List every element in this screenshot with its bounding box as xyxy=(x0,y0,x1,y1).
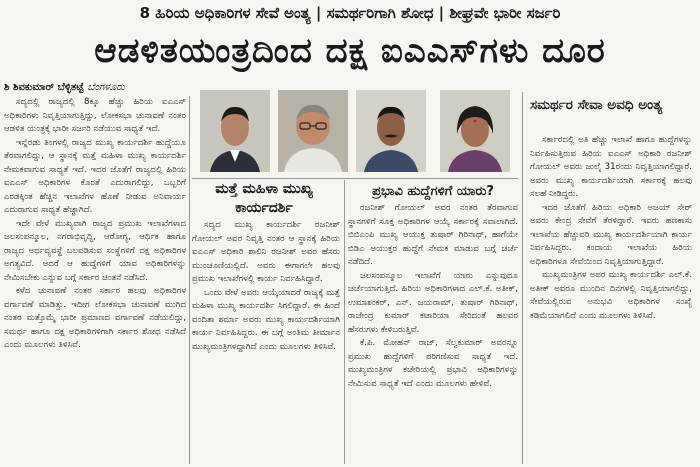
portrait-photo xyxy=(440,90,510,172)
column-rule xyxy=(344,180,345,464)
column-3-paragraph: ಕೆ.ಪಿ. ಮೋಹನ್ ರಾಜ್, ಸೆಲ್ವಕುಮಾರ್ ಅವರನ್ನೂ ಪ್ರಮುಖ ಹುದ್ದೆಗಳಿಗೆ ಪರಿಗಣಿಸುವ ಸಾಧ್ಯತೆ ಇದೆ. ಮುಖ್ಯಮಂತ್ರಿಗಳ ಕಚೇರಿಯಲ್ಲಿ ಪ್ರಭಾವಿ ಅಧಿಕಾರಿಗಳನ್ನು ನೇಮಿಸುವ ಸಾಧ್ಯತೆ ಇದೆ ಎಂದು ಮೂಲಗಳು ಹೇಳಿವೆ. xyxy=(348,338,518,389)
column-3-title: ಪ್ರಭಾವಿ ಹುದ್ದೆಗಳಿಗೆ ಯಾರು? xyxy=(372,184,494,199)
column-1-paragraph: ಕಳೆದ ಚುನಾವಣೆ ನಂತರ ಸರ್ಕಾರ ಹಲವು ಅಧಿಕಾರಿಗಳ ವರ್ಗಾವಣೆ ಮಾಡಿತ್ತು. ಇದೀಗ ಲೋಕಸಭಾ ಚುನಾವಣೆ ಮುಗಿದ ನಂತರ ಮತ್ತೊಮ್ಮೆ ಭಾರೀ ಪ್ರಮಾಣದ ವರ್ಗಾವಣೆ ನಡೆಯಲಿದ್ದು, ಸಮರ್ಥ ಹಾಗೂ ದಕ್ಷ ಅಧಿಕಾರಿಗಳಿಗಾಗಿ ಸರ್ಕಾರ ಶೋಧ ನಡೆಸಿದೆ ಎಂದು ಮೂಲಗಳು ತಿಳಿಸಿವೆ. xyxy=(4,286,186,350)
column-4-paragraph: ಸರ್ಕಾರದಲ್ಲಿ ಅತಿ ಹೆಚ್ಚು ಇಲಾಖೆ ಹಾಗೂ ಹುದ್ದೆಗಳನ್ನು ನಿರ್ವಹಿಸುತ್ತಿರುವ ಹಿರಿಯ ಐಎಎಸ್ ಅಧಿಕಾರಿ ರಜನೀಶ್ ಗೋಯಲ್ ಅವರು ಜುಲೈ 31ರಂದು ನಿವೃತ್ತಿಯಾಗಲಿದ್ದಾರೆ. ಅವರು ಮುಖ್ಯ ಕಾರ್ಯದರ್ಶಿಯಾಗಿ ಸರ್ಕಾರಕ್ಕೆ ಹಲವು ಸಲಹೆ ನೀಡಿದ್ದರು. xyxy=(530,135,692,199)
portrait-man-smiling xyxy=(200,90,270,172)
column-4-paragraph: ಇದರ ಜೊತೆಗೆ ಹಿರಿಯ ಅಧಿಕಾರಿ ಅಜಯ್ ಸೇಠ್ ಅವರು ಕೇಂದ್ರ ಸೇವೆಗೆ ತೆರಳಿದ್ದಾರೆ. ಇವರು ಹಣಕಾಸು ಇಲಾಖೆಯ ಹೆಚ್ಚುವರಿ ಮುಖ್ಯ ಕಾರ್ಯದರ್ಶಿಯಾಗಿ ಕಾರ್ಯ ನಿರ್ವಹಿಸಿದ್ದರು. ಕಂದಾಯ ಇಲಾಖೆಯ ಹಿರಿಯ ಅಧಿಕಾರಿಗಳೂ ಸೇವೆಯಿಂದ ನಿವೃತ್ತಿಯಾಗುತ್ತಿದ್ದಾರೆ. xyxy=(530,202,692,267)
column-1-paragraph: ಇನ್ನೆರಡು ತಿಂಗಳಲ್ಲಿ ರಾಜ್ಯದ ಮುಖ್ಯ ಕಾರ್ಯದರ್ಶಿ ಹುದ್ದೆಯೂ ತೆರವಾಗಲಿದ್ದು, ಆ ಸ್ಥಾನಕ್ಕೆ ಮತ್ತೆ ಮಹಿಳಾ ಮುಖ್ಯ ಕಾರ್ಯದರ್ಶಿ ನೇಮಕವಾಗುವ ಸಾಧ್ಯತೆ ಇದೆ. ಇದರ ಜೊತೆಗೆ ರಾಜ್ಯದಲ್ಲಿ ಹಿರಿಯ ಐಎಎಸ್ ಅಧಿಕಾರಿಗಳ ಕೊರತೆ ಎದುರಾಗಲಿದ್ದು, ಒಬ್ಬರಿಗೆ ಎರಡಕ್ಕಿಂತ ಹೆಚ್ಚಿನ ಇಲಾಖೆಗಳ ಹೊಣೆ ನೀಡುವ ಅನಿವಾರ್ಯ ಎದುರಾಗುವ ಸಾಧ್ಯತೆ ಹೆಚ್ಚಾಗಿದೆ. xyxy=(4,137,186,215)
portrait-man-glasses xyxy=(278,90,348,172)
column-2-title: ಮತ್ತೆ ಮಹಿಳಾ ಮುಖ್ಯ ಕಾರ್ಯದರ್ಶಿ xyxy=(215,181,313,216)
photo-rule xyxy=(192,178,518,179)
portrait-photo xyxy=(356,90,426,172)
photo-strip xyxy=(200,90,512,176)
column-3-paragraph: ರಜನೀಶ್ ಗೋಯಲ್ ಅವರ ನಂತರ ತೆರವಾಗುವ ಸ್ಥಾನಗಳಿಗೆ ಸೂಕ್ತ ಅಧಿಕಾರಿಗಳ ಆಯ್ಕೆ ಸರ್ಕಾರಕ್ಕೆ ಸವಾಲಾಗಿದೆ. ಬಿಬಿಎಂಪಿ ಮುಖ್ಯ ಆಯುಕ್ತ ತುಷಾರ್ ಗಿರಿನಾಥ್, ಹಾಗೆಯೇ ಬಿಡಿಎ ಆಯುಕ್ತರ ಹುದ್ದೆಗೆ ನೇಮಕ ಮಾಡುವ ಬಗ್ಗೆ ಚರ್ಚೆ ನಡೆದಿದೆ. xyxy=(348,203,518,267)
byline-place: ಬೆಂಗಳೂರು xyxy=(87,82,125,93)
column-2-paragraph: ಒಂದು ವೇಳೆ ಅವರು ಆಯ್ಕೆಯಾದರೆ ರಾಜ್ಯಕ್ಕೆ ಮತ್ತೆ ಮಹಿಳಾ ಮುಖ್ಯ ಕಾರ್ಯದರ್ಶಿ ಸಿಗಲಿದ್ದಾರೆ. ಈ ಹಿಂದೆ ವಂದಿತಾ ಶರ್ಮಾ ಅವರು ಮುಖ್ಯ ಕಾರ್ಯದರ್ಶಿಯಾಗಿ ಕಾರ್ಯ ನಿರ್ವಹಿಸಿದ್ದರು. ಈ ಬಗ್ಗೆ ಅಂತಿಮ ತೀರ್ಮಾನ ಮುಖ್ಯಮಂತ್ರಿಗಳದ್ದಾಗಿದೆ ಎಂದು ಮೂಲಗಳು ತಿಳಿಸಿವೆ. xyxy=(192,287,340,352)
column-2 xyxy=(192,219,340,464)
byline-author: ಶಿ ಶಿವಕುಮಾರ್ ಬೆಳ್ಳಿತಟ್ಟೆ xyxy=(4,82,84,93)
column-4 xyxy=(530,134,692,464)
column-rule xyxy=(189,96,190,464)
portrait-photo xyxy=(200,90,270,172)
column-3 xyxy=(348,202,518,464)
portrait-woman xyxy=(440,90,510,172)
column-2-paragraph: ಸದ್ಯದ ಮುಖ್ಯ ಕಾರ್ಯದರ್ಶಿ ರಜನೀಶ್ ಗೋಯಲ್ ಅವರ ನಿವೃತ್ತಿ ನಂತರ ಆ ಸ್ಥಾನಕ್ಕೆ ಹಿರಿಯ ಐಎಎಸ್ ಅಧಿಕಾರಿ ಶಾಲಿನಿ ರಜನೀಶ್ ಅವರ ಹೆಸರು ಮುಂಚೂಣಿಯಲ್ಲಿದೆ. ಅವರು ಈಗಾಗಲೇ ಹಲವು ಪ್ರಮುಖ ಇಲಾಖೆಗಳಲ್ಲಿ ಕಾರ್ಯ ನಿರ್ವಹಿಸಿದ್ದಾರೆ. xyxy=(192,220,340,284)
headline: ಆಡಳಿತಯಂತ್ರದಿಂದ ದಕ್ಷ ಐಎಎಸ್‌ಗಳು ದೂರ xyxy=(94,31,606,71)
column-1-paragraph: ಸದ್ಯದಲ್ಲಿ ರಾಜ್ಯದಲ್ಲಿ 8ಕ್ಕೂ ಹೆಚ್ಚು ಹಿರಿಯ ಐಎಎಸ್ ಅಧಿಕಾರಿಗಳು ನಿವೃತ್ತಿಯಾಗುತ್ತಿದ್ದು, ಲೋಕಸಭಾ ಚುನಾವಣೆ ನಂತರ ಆಡಳಿತ ಯಂತ್ರಕ್ಕೆ ಭಾರೀ ಸರ್ಜರಿ ನಡೆಯುವ ಸಾಧ್ಯತೆ ಇದೆ. xyxy=(4,97,186,134)
column-3-paragraph: ಜಲಸಂಪನ್ಮೂಲ ಇಲಾಖೆಗೆ ಯಾರು ಎನ್ನುವುದೂ ಚರ್ಚೆಯಾಗುತ್ತಿದೆ. ಹಿರಿಯ ಅಧಿಕಾರಿಗಳಾದ ಎಲ್.ಕೆ. ಅತೀಕ್, ಉಮಾಶಂಕರ್, ಎನ್. ಜಯರಾಮ್, ತುಷಾರ್ ಗಿರಿನಾಥ್, ರಾಜೇಂದ್ರ ಕುಮಾರ್ ಕಟಾರಿಯಾ ಸೇರಿದಂತೆ ಹಲವರ ಹೆಸರುಗಳು ಕೇಳಿಬರುತ್ತಿವೆ. xyxy=(348,270,518,335)
portrait-man-moustache xyxy=(356,90,426,172)
byline xyxy=(4,82,125,93)
kicker: 8 ಹಿರಿಯ ಅಧಿಕಾರಿಗಳ ಸೇವೆ ಅಂತ್ಯ | ಸಮರ್ಥರಿಗಾಗಿ ಶೋಧ | ಶೀಘ್ರವೇ ಭಾರೀ ಸರ್ಜರಿ xyxy=(139,4,561,22)
portrait-photo xyxy=(278,90,348,172)
column-rule xyxy=(522,92,523,464)
column-4-paragraph: ಮುಖ್ಯಮಂತ್ರಿಗಳ ಅಪರ ಮುಖ್ಯ ಕಾರ್ಯದರ್ಶಿ ಎಲ್.ಕೆ. ಅತೀಕ್ ಅವರೂ ಮುಂದಿನ ದಿನಗಳಲ್ಲಿ ನಿವೃತ್ತಿಯಾಗಲಿದ್ದು, ಸೇವೆಯಲ್ಲಿರುವ ಅನುಭವಿ ಅಧಿಕಾರಿಗಳ ಸಂಖ್ಯೆ ಕಡಿಮೆಯಾಗಲಿದೆ ಎಂದು ಮೂಲಗಳು ತಿಳಿಸಿವೆ. xyxy=(530,270,692,321)
column-1 xyxy=(4,96,186,464)
column-1-paragraph: ಇದೇ ವೇಳೆ ಮುಖ್ಯವಾಗಿ ರಾಜ್ಯದ ಪ್ರಮುಖ ಇಲಾಖೆಗಳಾದ ಜಲಸಂಪನ್ಮೂಲ, ನಗರಾಭಿವೃದ್ಧಿ, ಆರೋಗ್ಯ, ಆರ್ಥಿಕ ಹಾಗೂ ರಾಜ್ಯದ ಅರ್ಥವ್ಯವಸ್ಥೆ ಬಲಪಡಿಸುವ ಸಂಸ್ಥೆಗಳಿಗೆ ದಕ್ಷ ಅಧಿಕಾರಿಗಳ ಅಗತ್ಯವಿದೆ. ಆದರೆ ಆ ಹುದ್ದೆಗಳಿಗೆ ಯಾವ ಅಧಿಕಾರಿಗಳನ್ನು ನೇಮಿಸಬೇಕು ಎನ್ನುವ ಬಗ್ಗೆ ಸರ್ಕಾರ ಚಿಂತನೆ ನಡೆಸಿದೆ. xyxy=(4,218,186,283)
column-4-title: ಸಮರ್ಥರ ಸೇವಾ ಅವಧಿ ಅಂತ್ಯ xyxy=(530,97,663,113)
